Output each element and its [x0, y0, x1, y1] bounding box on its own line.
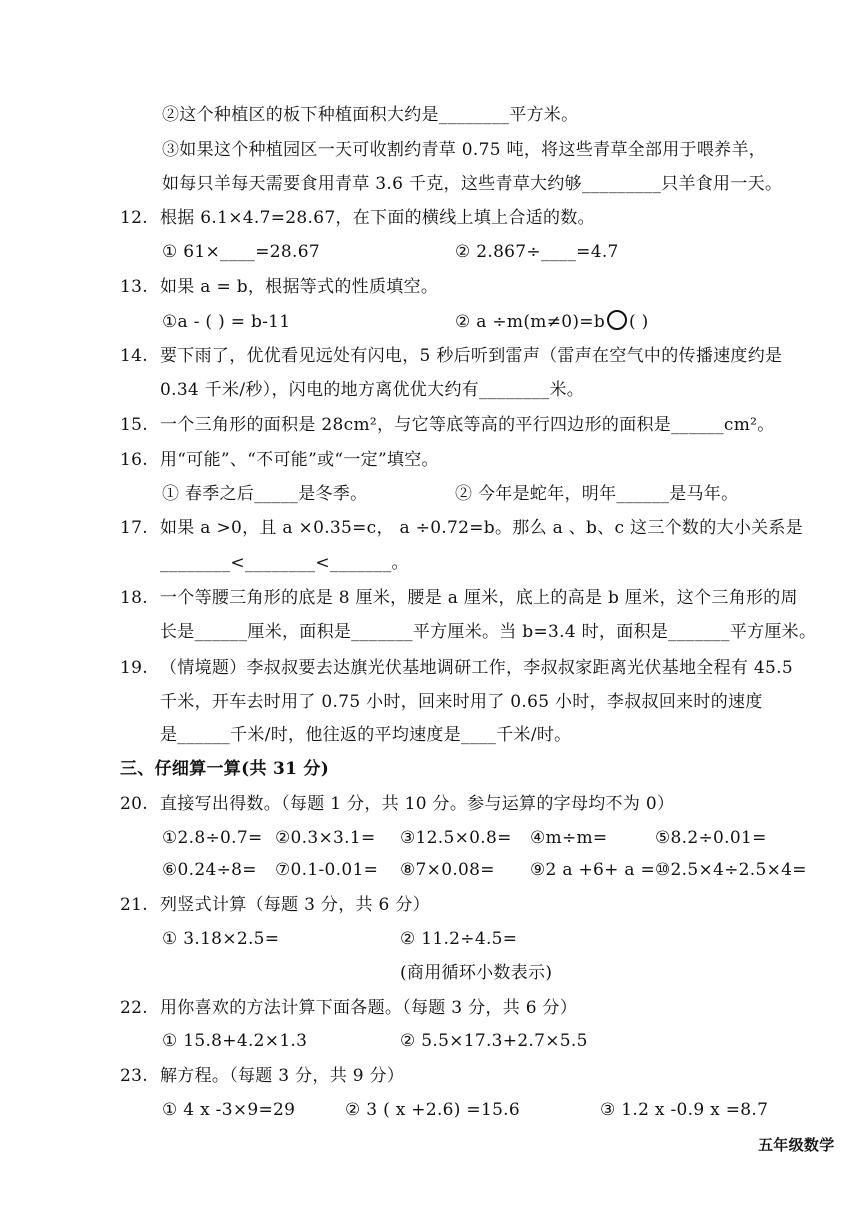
q19-cont2: 是______千米/时，他往返的平均速度是____千米/时。 — [160, 725, 572, 745]
question-18: 18. 一个等腰三角形的底是 8 厘米，腰是 a 厘米，底上的高是 b 厘米，这个三角形的周 — [120, 588, 798, 608]
q11-sub3-cont: 如每只羊每天需要食用青草 3.6 千克，这些青草大约够_________只羊食用一天。 — [162, 174, 783, 194]
section-3-heading: 三、仔细算一算(共 31 分) — [120, 759, 330, 779]
question-23: 23. 解方程。（每题 3 分，共 9 分） — [120, 1066, 405, 1086]
question-17: 17. 如果 a >0，且 a ×0.35=c， a ÷0.72=b。那么 a 、b、c 这三个数的大小关系是 — [120, 518, 804, 538]
q11-sub3: ③如果这个种植园区一天可收割约青草 0.75 吨，将这些青草全部用于喂养羊， — [162, 140, 767, 160]
q12-b: ② 2.867÷____=4.7 — [455, 242, 619, 262]
q23-c: ③ 1.2 x -0.9 x =8.7 — [600, 1100, 769, 1120]
q13-a: ①a - ( ) = b-11 — [162, 312, 291, 332]
question-13: 13. 如果 a = b，根据等式的性质填空。 — [120, 277, 439, 297]
q20-item-1: ①2.8÷0.7= — [162, 828, 263, 848]
q21-a: ① 3.18×2.5= — [162, 929, 280, 949]
q23-b: ② 3 ( x +2.6) =15.6 — [345, 1100, 521, 1120]
q17-cont: ________<________<_______。 — [160, 553, 409, 573]
question-14: 14. 要下雨了，优优看见远处有闪电，5 秒后听到雷声（雷声在空气中的传播速度约是 — [120, 346, 783, 366]
question-15: 15. 一个三角形的面积是 28cm²，与它等底等高的平行四边形的面积是______cm²。 — [120, 415, 775, 435]
question-19: 19. （情境题）李叔叔要去达旗光伏基地调研工作，李叔叔家距离光伏基地全程有 45.5 — [120, 658, 793, 678]
q13-b: ② a ÷m(m≠0)=b ( ) — [455, 312, 649, 332]
question-22: 22. 用你喜欢的方法计算下面各题。（每题 3 分，共 6 分） — [120, 998, 578, 1018]
circle-blank-icon — [607, 310, 627, 330]
q20-item-6: ⑥0.24÷8= — [162, 860, 257, 880]
question-20: 20. 直接写出得数。（每题 1 分，共 10 分。参与运算的字母均不为 0） — [120, 794, 675, 814]
q20-item-10: ⑩2.5×4÷2.5×4= — [655, 860, 807, 880]
q21-b: ② 11.2÷4.5= — [400, 929, 518, 949]
q18-cont: 长是______厘米，面积是_______平方厘米。当 b=3.4 时，面积是_______平方厘米。 — [160, 622, 817, 642]
q20-item-2: ②0.3×3.1= — [275, 828, 376, 848]
q14-cont: 0.34 千米/秒），闪电的地方离优优大约有________米。 — [160, 380, 585, 400]
question-12: 12. 根据 6.1×4.7=28.67，在下面的横线上填上合适的数。 — [120, 208, 595, 228]
q23-a: ① 4 x -3×9=29 — [162, 1100, 296, 1120]
q20-item-9: ⑨2 a +6+ a = — [530, 860, 656, 880]
page-footer: 五年级数学 — [758, 1136, 835, 1154]
q20-item-5: ⑤8.2÷0.01= — [655, 828, 767, 848]
q12-a: ① 61×____=28.67 — [162, 242, 320, 262]
q19-cont: 千米，开车去时用了 0.75 小时，回来时用了 0.65 小时，李叔叔回来时的速度 — [160, 692, 763, 712]
q11-sub2: ②这个种植区的板下种植面积大约是________平方米。 — [162, 105, 579, 125]
q16-b: ② 今年是蛇年，明年______是马年。 — [455, 484, 739, 504]
question-21: 21. 列竖式计算（每题 3 分，共 6 分） — [120, 895, 430, 915]
q16-a: ① 春季之后_____是冬季。 — [162, 484, 368, 504]
q20-item-7: ⑦0.1-0.01= — [275, 860, 379, 880]
question-16: 16. 用“可能”、“不可能”或“一定”填空。 — [120, 450, 439, 470]
q21-note: (商用循环小数表示) — [400, 963, 553, 983]
q20-item-8: ⑧7×0.08= — [400, 860, 495, 880]
q20-item-3: ③12.5×0.8= — [400, 828, 512, 848]
q22-a: ① 15.8+4.2×1.3 — [162, 1031, 308, 1051]
q22-b: ② 5.5×17.3+2.7×5.5 — [400, 1031, 588, 1051]
q20-item-4: ④m÷m= — [530, 828, 608, 848]
